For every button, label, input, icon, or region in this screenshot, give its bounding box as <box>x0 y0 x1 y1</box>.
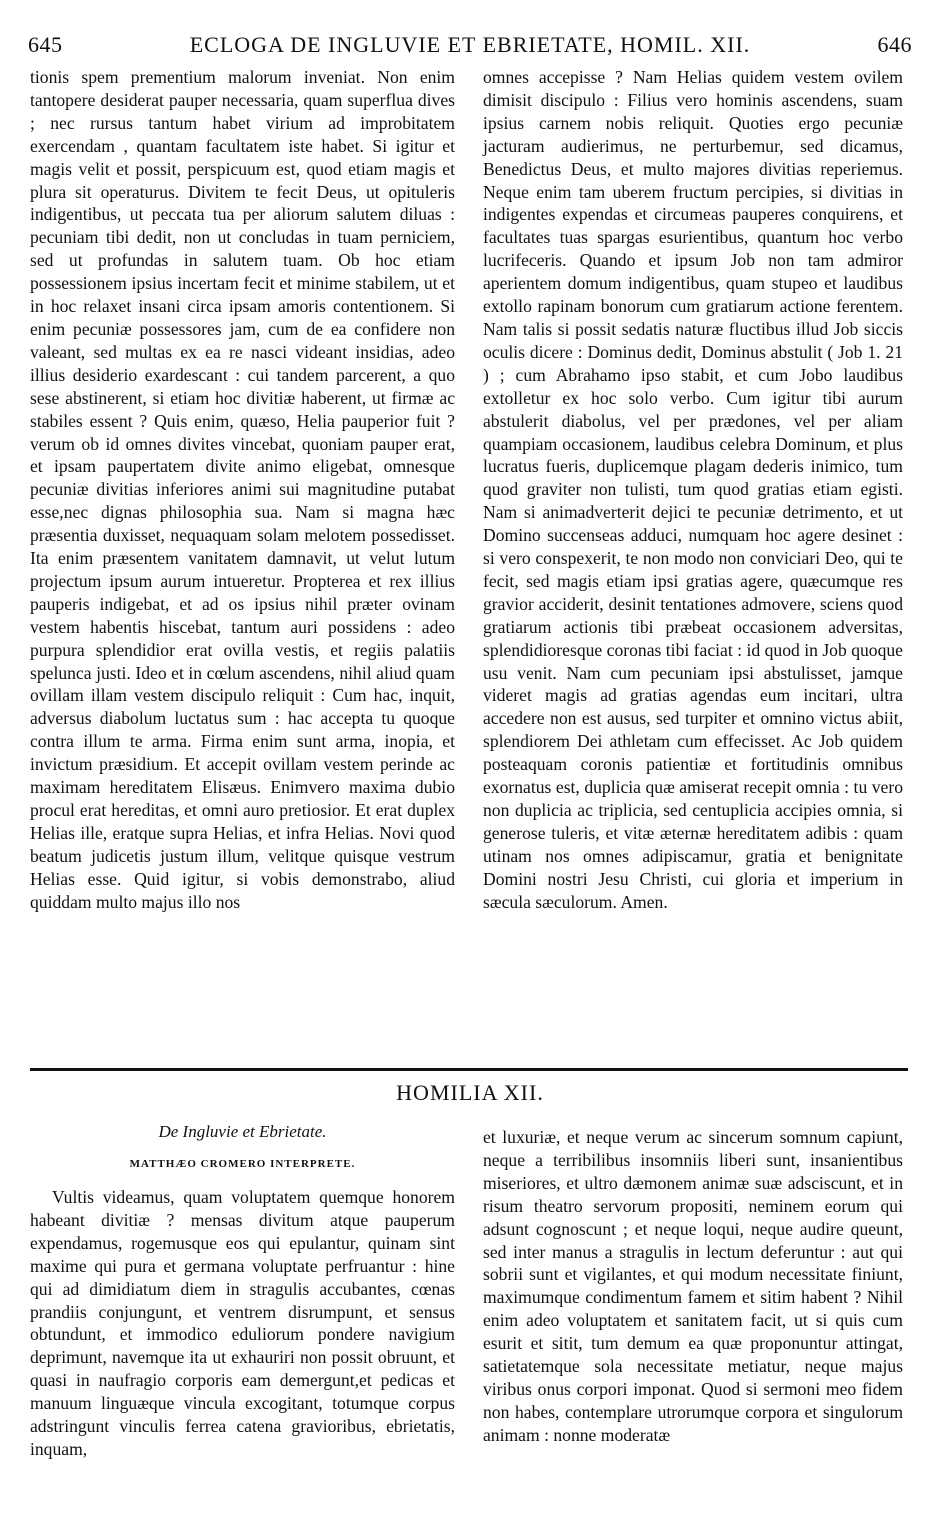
homily-subtitle: De Ingluvie et Ebrietate. <box>158 1122 327 1141</box>
left-column-top <box>30 66 455 914</box>
page-number-left: 645 <box>28 32 63 57</box>
page-number-right: 646 <box>877 32 912 57</box>
section-divider <box>30 1068 908 1071</box>
page-header <box>28 32 912 62</box>
right-column-bottom <box>483 1126 903 1447</box>
left-column-top-text: tionis spem prementium malorum inveniat. Non enim tantopere desiderat pauper necessaria, quam superflua dives ; nec rursus tantum habet virium ad improbitatem exercendam , quantam facultatem iste habet. Si igitur et magis velit et possit, perspicuum est, quod etiam magis et plura sit operaturus. Divitem te fecit Deus, ut opituleris indigentibus, ut peccata tua per aliorum salutem diluas : pecuniam tibi dedit, non ut concludas in tuam perniciem, sed ut profundas in salutem tuam. Ob hoc etiam possessionem ipsius incertam fecit et minime stabilem, ut et in hoc relaxet insani circa ipsam amoris contentionem. Si enim pecuniæ possessores jam, cum de ea confidere non valeant, sed multas ex ea re nasci videant insidias, adeo illius desiderio exardescant : cui tandem parcerent, a quo sese abstinerent, si etiam hoc divitiæ haberent, ut firmæ ac stabiles essent ? Quis enim, quæso, Helia pauperior fuit ? verum ob id omnes divites vincebat, quoniam pauper erat, et ipsam paupertatem divite animo eligebat, omnesque pecuniæ divitias inferiores animi sui magnitudine putabat esse,nec dignas philosophia sua. Nam si magna hæc præsentia duxisset, nequaquam solam melotem possedisset. Ita enim præsentem vanitatem damnavit, ut velut lutum projectum ipsum aurum intueretur. Propterea et rex illius pauperis indigebat, et ad os ipsius nihil præter ovinam vestem habentis hiscebat, tantum auri possidens : adeo purpura splendidior erat ovilla vestis, et regiis palatiis spelunca justi. Ideo et in cœlum ascendens, nihil aliud quam ovillam illam vestem discipulo reliquit : Cum hac, inquit, adversus diabolum luctatus sum : hac accepta tu quoque contra illum te arma. Firma enim sunt arma, inopia, et invictum præsidium. Et accepit ovillam vestem perinde ac maximam hereditatem Elisæus. Enimvero maxima dubio procul erat hereditas, et omni auro pretiosior. Et erat duplex Helias ille, eratque supra Helias, et infra Helias. Novi quod beatum judicetis justum illum, velitque quisque vestrum Helias esse. Quid igitur, si vobis demonstrabo, aliud quiddam multo majus illo nos <box>30 67 455 912</box>
right-column-top <box>483 66 903 914</box>
right-column-top-text: omnes accepisse ? Nam Helias quidem vestem ovilem dimisit discipulo : Filius vero hominis ascendens, suam ipsius carnem nobis reliquit. Quoties ergo pecuniæ jacturam audierimus, ne perturbemur, sed dicamus, Benedictus Deus, et multo majores divitias reperiemus. Neque enim tam uberem fructum percipies, si divitias in indigentes expendas et circumeas pauperes conquirens, et facultates tuas spargas esurientibus, quantum hoc verbo lucrifeceris. Quando et ipsum Job non tam admiror aperientem domum indigentibus, quam stupeo et laudibus extollo rapinam bonorum cum gratiarum actione ferentem. Nam talis si possit sedatis naturæ fluctibus illud Job siccis oculis dicere : Dominus dedit, Dominus abstulit ( Job 1. 21 ) ; cum Abrahamo ipso stabit, et cum Jobo laudibus extolletur ex hoc solo verbo. Cum igitur tibi aurum abstulerit diabolus, vel per prædones, vel per aliam quampiam occasionem, laudibus celebra Dominum, et plus lucratus fueris, duplicemque plagam dederis inimico, tum quod graviter non tulisti, tum quod gratias etiam egisti. Nam si animadverterit dejici te pecuniæ detrimento, et ut Domino succenseas adduci, numquam hoc agere desinet : si vero conspexerit, te non modo non conviciari Deo, qui te fecit, sed magis etiam ipsi gratias agere, quæcumque res gravior acciderit, desinit tentationes admovere, sciens quod gratiarum actionis tibi præbeat occasionem adversitas, splendidioresque coronas tibi faciat : id quod in Job quoque usu venit. Nam cum pecuniam ipsi abstulisset, jamque videret magis ad gratias agendas eum incitari, ultra accedere non est ausus, sed turpiter et omnino victus abiit, splendiorem Dei athletam cum effecisset. Ac Job quidem posteaquam coronis patientiæ et fortitudinis omnibus exornatus est, duplicia quæ amiserat recepit omnia : tu vero non duplicia ac triplicia, sed centuplicia accipies omnia, si generose tuleris, et vitæ æternæ hereditatem adibis : quam utinam nos omnes adipiscamur, gratia et benignitate Domini nostri Jesu Christi, cui gloria et imperium in sæcula sæculorum. Amen. <box>483 67 903 912</box>
running-title: ECLOGA DE INGLUVIE ET EBRIETATE, HOMIL. XII. <box>189 32 751 57</box>
translator-line: MATTHÆO CROMERO INTERPRETE. <box>129 1158 356 1170</box>
left-column-bottom <box>30 1186 455 1461</box>
homily-title: HOMILIA XII. <box>396 1080 544 1105</box>
left-column-bottom-text: Vultis videamus, quam voluptatem quemque honorem habeant divitiæ ? mensas divitum atque pauperum expendamus, rogemusque eos qui epulantur, quinam sint maxime qui pura et germana voluptate perfruantur : hine qui ad dimidiatum diem in stragulis accubantes, cœnas prandiis conjungunt, et ventrem disrumpunt, et sensus obtundunt, et immodico eduliorum pondere navigium deprimunt, navemque ita ut exhauriri non possit obruunt, et quasi in naufragio corporis eam demergunt,et pedicas et manuum linguæque vincula excogitant, totumque corpus adstringunt vinculis ferrea catena gravioribus, ebrietatis, inquam, <box>30 1187 455 1459</box>
right-column-bottom-text: et luxuriæ, et neque verum ac sincerum somnum capiunt, neque a terribilibus insomniis liberi sunt, insanientibus miseriores, et ultro dæmonem animæ suæ adsciscunt, et in risum theatro servorum propositi, neminem eorum qui adsunt cognoscunt ; et neque loqui, neque audire queunt, sed inter manus a stragulis in lectum deferuntur : aut qui sobrii sunt et vigilantes, et qui modum necessitate finiunt, maximumque condimentum famem et sitim habent ? Nihil enim adeo voluptatem et sanitatem facit, ut si quis cum esurit et sitit, tum demum ea quæ proponuntur attingat, satietatemque sola necessitate metiatur, neque majus viribus onus corpori imponat. Quod si sermoni meo fidem non habes, contemplare utrorumque corpora et singulorum animam : nonne moderatæ <box>483 1127 903 1445</box>
